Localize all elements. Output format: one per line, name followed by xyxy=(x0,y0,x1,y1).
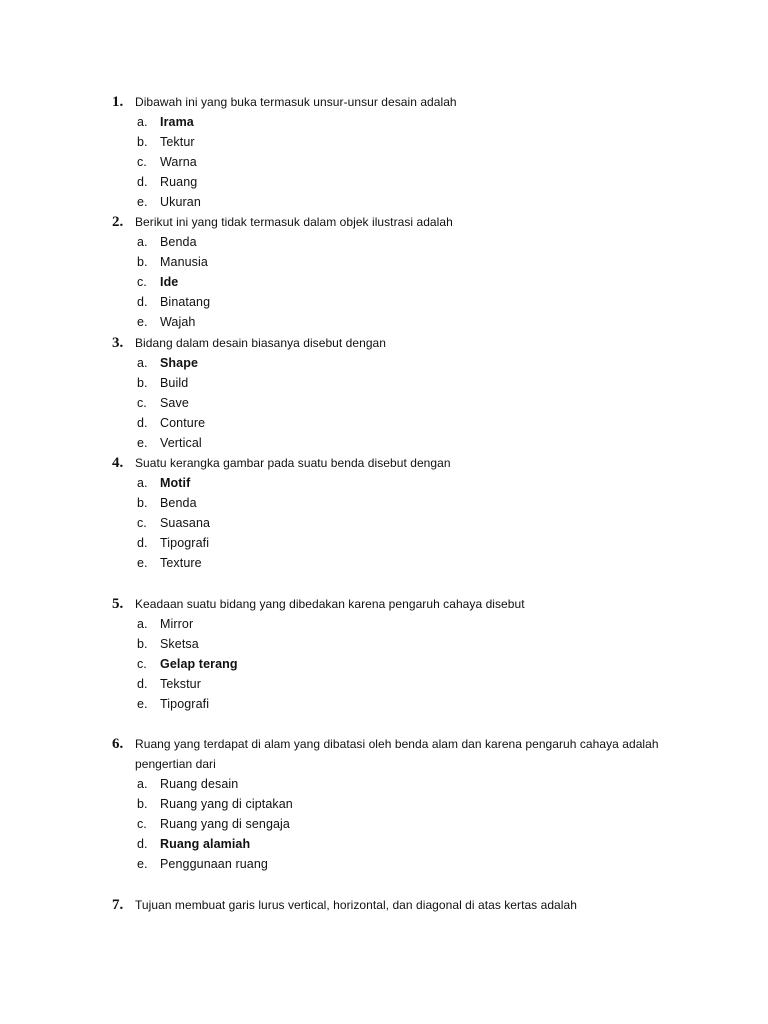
question-text: Dibawah ini yang buka termasuk unsur-unsur desain adalah xyxy=(135,95,457,109)
option-letter: e. xyxy=(137,315,148,330)
option-label: Vertical xyxy=(160,436,202,451)
question-text: Suatu kerangka gambar pada suatu benda disebut dengan xyxy=(135,456,451,470)
option-label: Gelap terang xyxy=(160,657,238,672)
option-label: Motif xyxy=(160,476,191,491)
option-c xyxy=(112,654,712,674)
option-a xyxy=(112,112,712,132)
question-number: 3. xyxy=(112,335,124,351)
option-letter: b. xyxy=(137,797,148,812)
option-label: Irama xyxy=(160,115,194,130)
option-letter: a. xyxy=(137,356,148,371)
option-e xyxy=(112,433,712,453)
option-label: Penggunaan ruang xyxy=(160,857,268,872)
option-letter: d. xyxy=(137,175,148,190)
option-letter: c. xyxy=(137,396,147,411)
option-letter: d. xyxy=(137,837,148,852)
question-number: 7. xyxy=(112,897,124,913)
option-letter: c. xyxy=(137,817,147,832)
option-label: Conture xyxy=(160,416,206,431)
option-label: Ruang yang di ciptakan xyxy=(160,797,293,812)
question-number: 2. xyxy=(112,214,124,230)
option-label: Sketsa xyxy=(160,637,199,652)
question-7 xyxy=(112,895,712,915)
question-3 xyxy=(112,333,712,453)
option-letter: e. xyxy=(137,195,148,210)
option-e xyxy=(112,312,712,332)
option-d xyxy=(112,292,712,312)
option-a xyxy=(112,473,712,493)
option-d xyxy=(112,172,712,192)
option-b xyxy=(112,373,712,393)
option-letter: a. xyxy=(137,476,148,491)
option-letter: e. xyxy=(137,556,148,571)
option-a xyxy=(112,614,712,634)
option-letter: c. xyxy=(137,657,147,672)
option-letter: c. xyxy=(137,516,147,531)
option-letter: a. xyxy=(137,617,148,632)
option-label: Ruang desain xyxy=(160,777,239,792)
option-c xyxy=(112,152,712,172)
option-list xyxy=(112,774,712,874)
option-a xyxy=(112,774,712,794)
option-list xyxy=(112,614,712,714)
option-label: Tekstur xyxy=(160,677,201,692)
option-label: Manusia xyxy=(160,255,208,270)
option-letter: a. xyxy=(137,115,148,130)
option-letter: d. xyxy=(137,295,148,310)
option-list xyxy=(112,353,712,453)
option-letter: c. xyxy=(137,155,147,170)
option-letter: b. xyxy=(137,255,148,270)
option-letter: e. xyxy=(137,857,148,872)
option-letter: e. xyxy=(137,436,148,451)
option-letter: a. xyxy=(137,235,148,250)
option-c xyxy=(112,393,712,413)
option-label: Warna xyxy=(160,155,197,170)
option-label: Suasana xyxy=(160,516,211,531)
option-label: Ruang yang di sengaja xyxy=(160,817,290,832)
question-text: Ruang yang terdapat di alam yang dibatasi oleh benda alam dan karena pengaruh cahaya adalah pengertian dari xyxy=(135,737,659,771)
option-label: Binatang xyxy=(160,295,211,310)
option-letter: b. xyxy=(137,637,148,652)
option-d xyxy=(112,533,712,553)
option-label: Benda xyxy=(160,496,197,511)
option-b xyxy=(112,132,712,152)
question-1 xyxy=(112,92,712,212)
option-label: Build xyxy=(160,376,189,391)
option-label: Ruang xyxy=(160,175,198,190)
question-6 xyxy=(112,734,712,874)
option-b xyxy=(112,252,712,272)
option-b xyxy=(112,634,712,654)
option-a xyxy=(112,353,712,373)
option-letter: d. xyxy=(137,677,148,692)
option-e xyxy=(112,854,712,874)
option-label: Tipografi xyxy=(160,536,210,551)
question-text: Berikut ini yang tidak termasuk dalam objek ilustrasi adalah xyxy=(135,215,453,229)
option-letter: c. xyxy=(137,275,147,290)
question-number: 5. xyxy=(112,596,124,612)
option-label: Save xyxy=(160,396,189,411)
option-letter: a. xyxy=(137,777,148,792)
option-c xyxy=(112,814,712,834)
option-label: Tektur xyxy=(160,135,195,150)
question-text: Keadaan suatu bidang yang dibedakan karena pengaruh cahaya disebut xyxy=(135,597,525,611)
option-a xyxy=(112,232,712,252)
option-label: Shape xyxy=(160,356,199,371)
option-label: Ruang alamiah xyxy=(160,837,251,852)
option-c xyxy=(112,513,712,533)
option-d xyxy=(112,413,712,433)
option-letter: d. xyxy=(137,536,148,551)
option-e xyxy=(112,192,712,212)
option-label: Tipografi xyxy=(160,697,210,712)
option-label: Mirror xyxy=(160,617,194,632)
option-label: Ukuran xyxy=(160,195,201,210)
question-text: Bidang dalam desain biasanya disebut dengan xyxy=(135,336,387,350)
option-label: Ide xyxy=(160,275,179,290)
option-list xyxy=(112,473,712,573)
option-e xyxy=(112,694,712,714)
option-label: Benda xyxy=(160,235,197,250)
option-letter: b. xyxy=(137,376,148,391)
option-letter: d. xyxy=(137,416,148,431)
question-5 xyxy=(112,594,712,714)
option-d xyxy=(112,834,712,854)
question-number: 6. xyxy=(112,736,124,752)
option-letter: b. xyxy=(137,135,148,150)
question-number: 4. xyxy=(112,455,124,471)
option-d xyxy=(112,674,712,694)
option-b xyxy=(112,794,712,814)
option-letter: e. xyxy=(137,697,148,712)
option-b xyxy=(112,493,712,513)
option-letter: b. xyxy=(137,496,148,511)
question-2 xyxy=(112,212,712,332)
option-list xyxy=(112,232,712,332)
option-label: Wajah xyxy=(160,315,196,330)
option-list xyxy=(112,112,712,212)
question-number: 1. xyxy=(112,94,124,110)
option-label: Texture xyxy=(160,556,202,571)
option-e xyxy=(112,553,712,573)
option-c xyxy=(112,272,712,292)
question-text: Tujuan membuat garis lurus vertical, horizontal, dan diagonal di atas kertas adalah xyxy=(135,898,577,912)
question-4 xyxy=(112,453,712,573)
